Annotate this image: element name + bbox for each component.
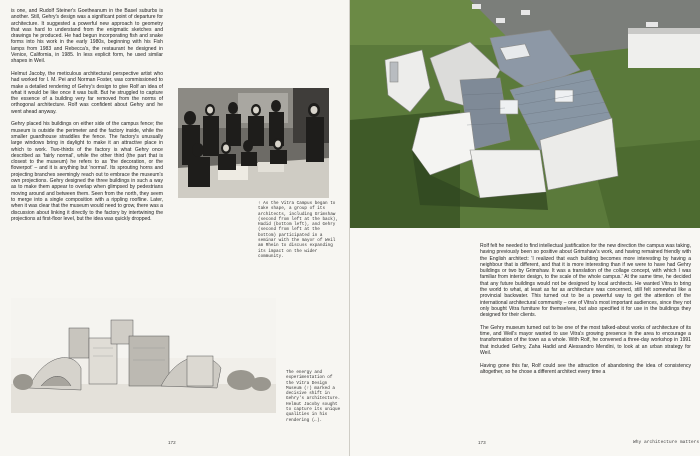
seminar-group-photo: [178, 88, 329, 198]
right-text-column: [480, 243, 691, 382]
right-folio: 173: [478, 440, 486, 445]
paragraph: Helmut Jacoby, the meticulous architectural perspective artist who had worked for I. M. Pei and Norman Foster, was commissioned to make a detailed rendering of Gehry's design to give Rolf an idea of what it would be like once it was built. But he struggled to capture the essence of a building very far removed from the norms of orthogonal architecture. Rolf was confident about Gehry and he went ahead anyway.: [11, 70, 163, 115]
paragraph: is one, and Rudolf Steiner's Goetheanum in the Basel suburbs is another. Still, Gehry's design was a significant point of departure for architecture. It suggested a powerful new approach to geometry that was hard to understand from the enigmatic sketches and drawings he produced. He had begun incorporating fish and snake forms into his work in the early 1980s, beginning with his Fish lamps from 1983 and Rebecca's, the restaurant he designed in Venice, California, in 1985. In less explicit form, he used similar shapes in Weil.: [11, 8, 163, 65]
paragraph: The Gehry museum turned out to be one of the most talked-about works of architecture of its time, and Weil's mayor wanted to use Vitra's growing presence in the area to encourage a transformation of the town as a whole. With Rolf, he convened a three-day workshop in 1991 that included Gehry, Zaha Hadid and Alessandro Mendini, to look at an urban strategy for Weil.: [480, 324, 691, 357]
photo-caption: ↑ As the Vitra Campus began to take shape, a group of its architects, including Grimshaw (second from left at the back), Hadid (bottom left), and Gehry (second from left at the bottom) participated in a seminar with the mayor of Weil am Rhein to discuss expanding its impact on the wider community.: [258, 201, 338, 259]
left-text-column: [11, 8, 163, 228]
paragraph: Rolf felt he needed to find intellectual justification for the new direction the campus was taking, having previously been so positive about Grimshaw's work, and having remained friendly with the English architect: 'I realized that each building becomes more interesting by having a neighbour that is different, and that it is more interesting than if we were to have had Gehry buildings or two by Grimshaw. It was a translation of the collage concept, with which I was familiar from interior design, to the scale of the whole campus.' At the same time, he decided that any future buildings would not be designed by local architects. He wanted Vitra to bring the world to what, at least as far as architecture was concerned, still felt somewhat like a provincial backwater. This turned out to be a powerful way to get the attention of the international architectural community – one of Vitra's most important audiences, since they not only bought Vitra furniture for themselves, but also specified it for use in the buildings they designed for their clients.: [480, 243, 691, 319]
drawing-caption: The energy and experimentation of the Vitra Design Museum (↑) marked a decisive shift in Gehry's architecture. Helmut Jacoby sought to capture its unique qualities in his rendering (←).: [286, 370, 341, 423]
left-folio: 172: [168, 440, 176, 445]
vitra-museum-aerial-photo: [350, 0, 700, 228]
paragraph: Gehry placed his buildings on either side of the campus fence; the museum is outside the perimeter and the factory inside, while the smaller guardhouse straddles the fence. The factory's unusually large windows bring in daylight to make it an attractive place in which to work. Two-thirds of the factory is what Gehry once described as 'fairly normal', while the other third (the part that is closest to the museum) he refers to as 'the decoration, or the flowerpot' – and it is anything but 'normal'. Its sprouting horns and projecting branches seemingly reach out to embrace the museum's own projections. Gehry designed the three buildings in such a way as to make them appear to overlap when glimpsed by pedestrians moving around and between them. Seen from the north, they seem to merge into a single composition with a rippling roofline. Later, when it was clear that the museum would need to grow, there was a discussion about linking it directly to the factory by intertwining the projections at first-floor level, but the idea was quickly dropped.: [11, 121, 163, 222]
jacoby-rendering: [11, 298, 276, 413]
running-head: Why architecture matters: [633, 440, 700, 445]
paragraph: Having gone this far, Rolf could see the attraction of abandoning the idea of consistency altogether, so he chose a different architect every time a: [480, 362, 691, 375]
right-page: [350, 0, 700, 456]
